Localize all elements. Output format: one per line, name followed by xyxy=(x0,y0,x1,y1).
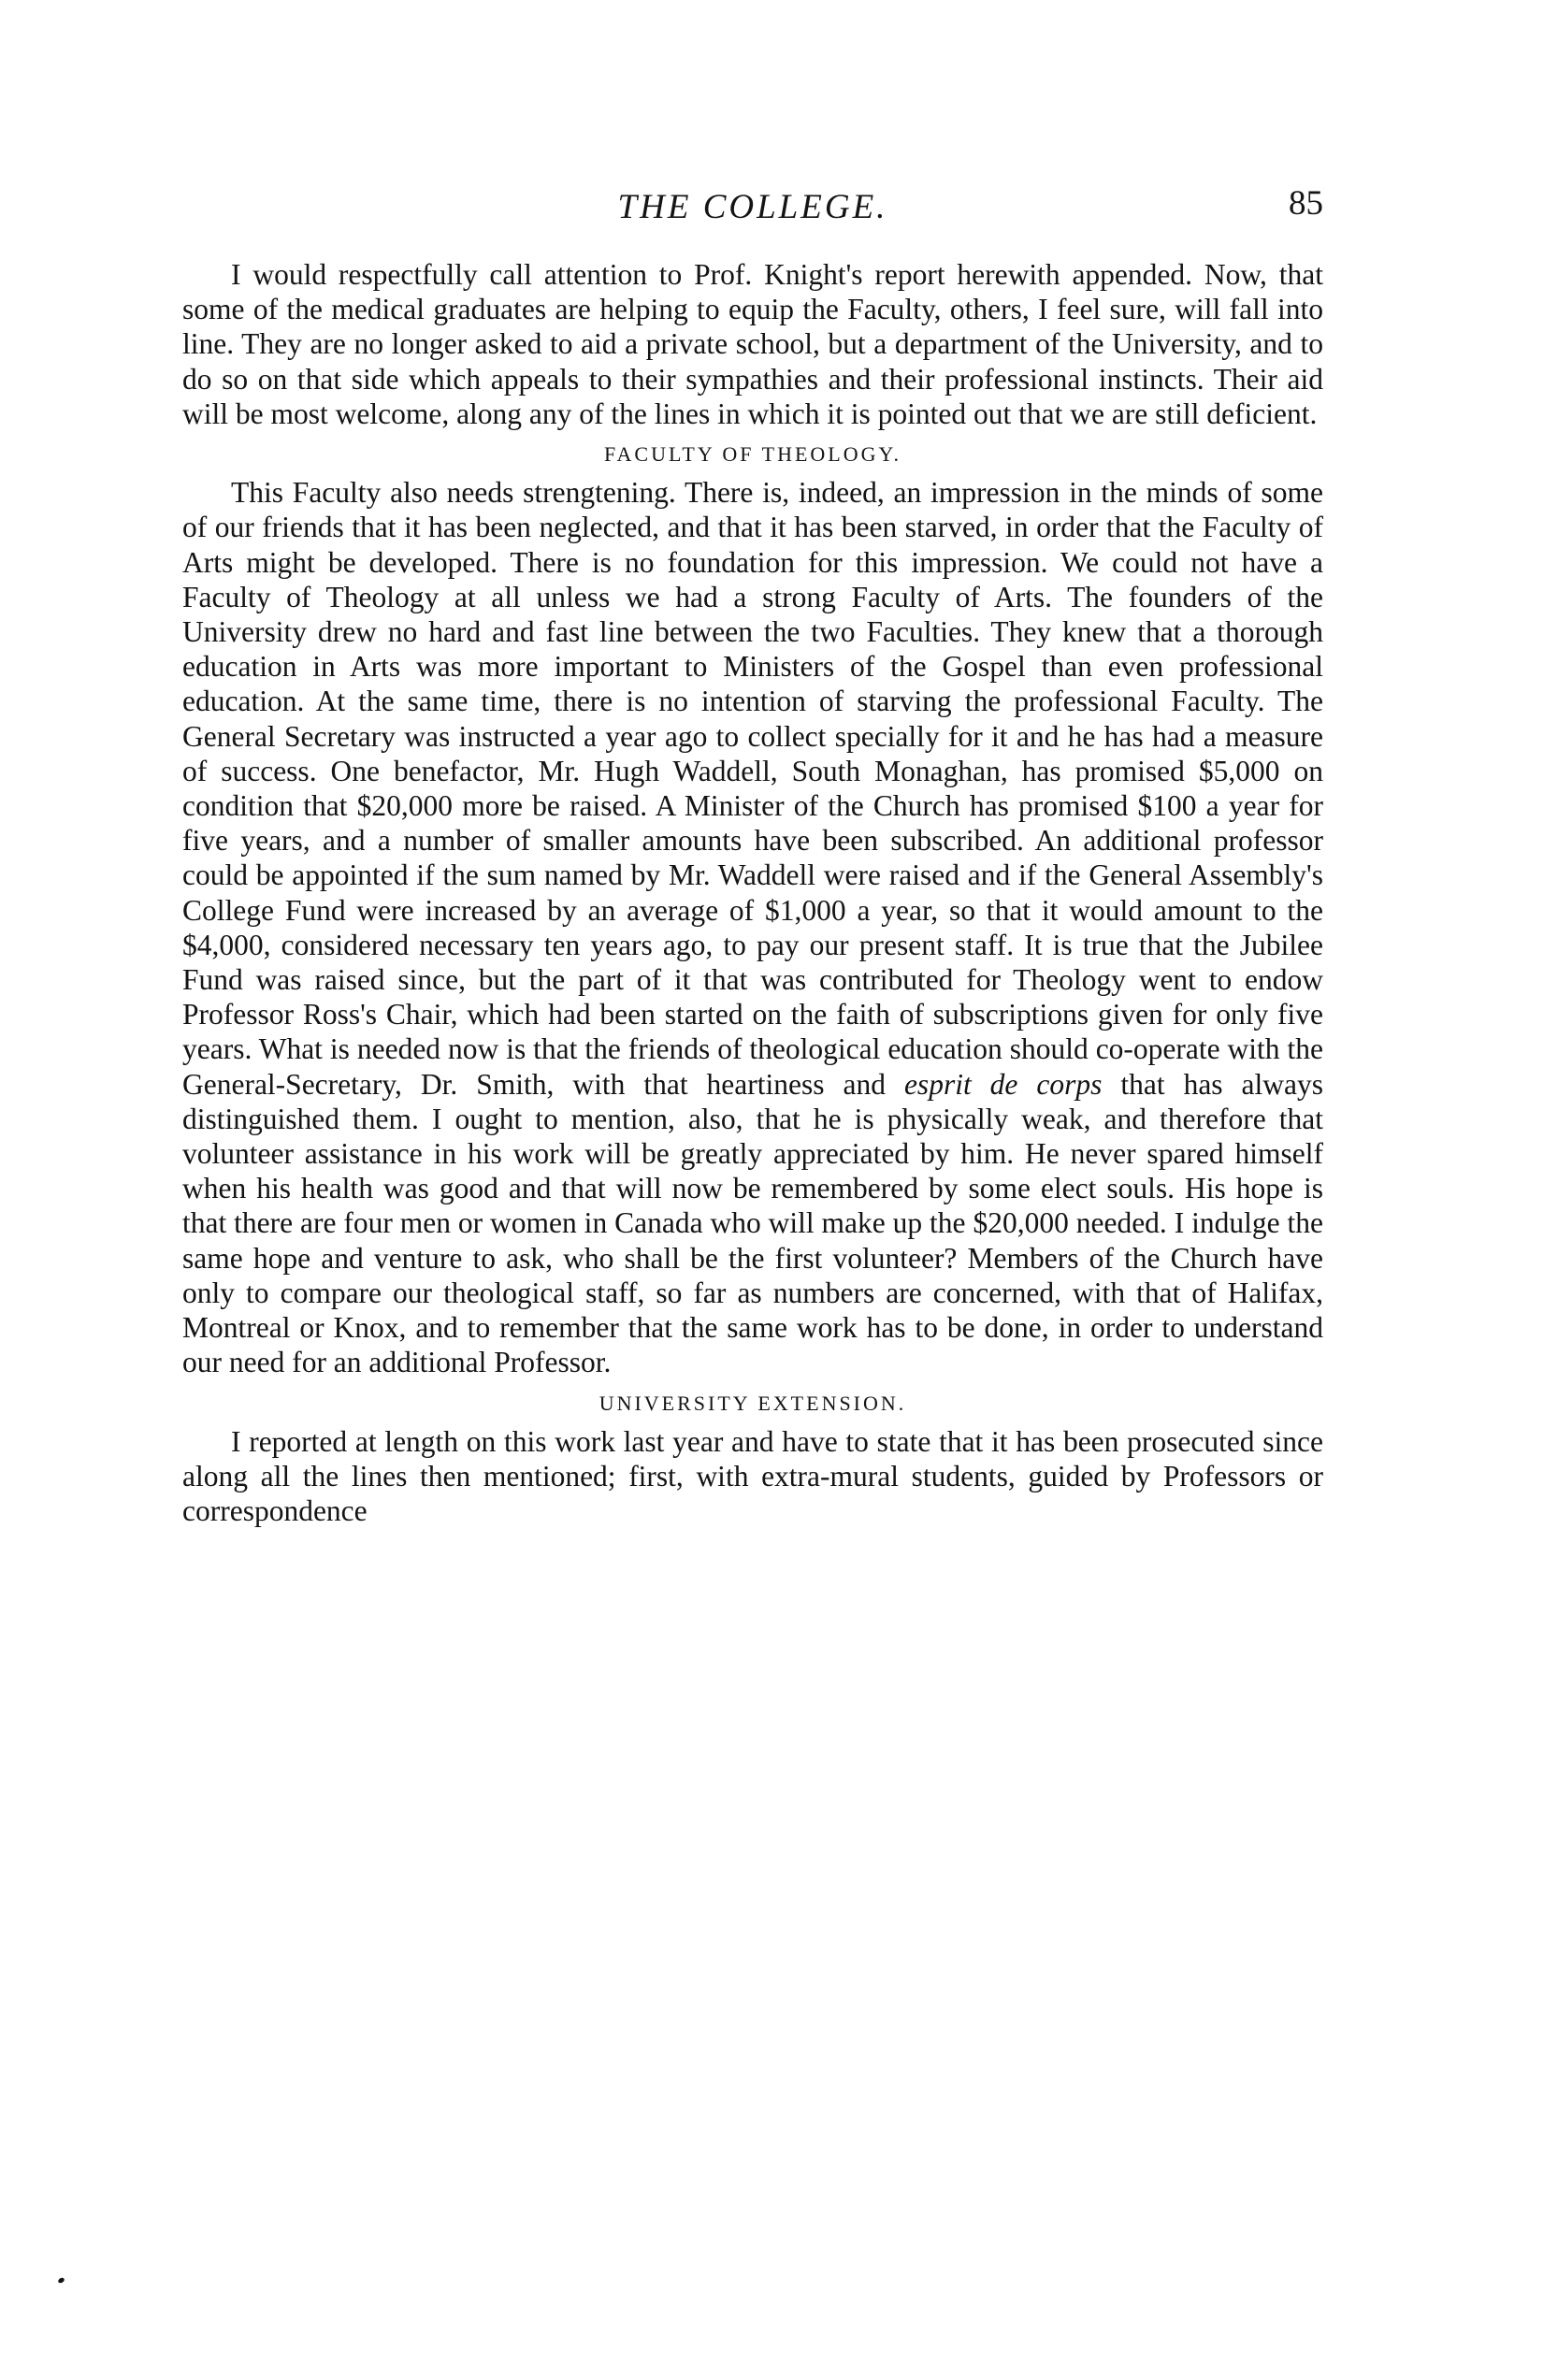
section-heading-university-extension: UNIVERSITY EXTENSION. xyxy=(598,1391,907,1415)
running-title: THE COLLEGE. xyxy=(617,188,888,226)
paragraph-text-part-2: that has always distinguished them. I ought to mention, also, that he is physically weak, and therefore that volunteer assistance in his work will be greatly appreciated by him. He never spared himself when his health was good and that will now be remembered by some elect souls. His hope is that there are four men or women in Canada who will make up the $20,000 needed. I indulge the same hope and venture to ask, who shall be the first volunteer? Members of the Church have only to compare our theological staff, so far as numbers are concerned, with that of Halifax, Montreal or Knox, and to remember that the same work has to be done, in order to understand our need for an additional Professor. xyxy=(182,1067,1324,1379)
paragraph-text-part-1: This Faculty also needs strengtening. There is, indeed, an impression in the minds of some of our friends that it has been neglected, and that it has been starved, in order that the Faculty of Arts might be developed. There is no foundation for this impression. We could not have a Faculty of Theology at all unless we had a strong Faculty of Arts. The founders of the University drew no hard and fast line between the two Faculties. They knew that a thorough education in Arts was more important to Ministers of the Gospel than even professional education. At the same time, there is no intention of starving the professional Faculty. The General Secretary was instructed a year ago to collect specially for it and he has had a measure of success. One benefactor, Mr. Hugh Waddell, South Monaghan, has promised $5,000 on condition that $20,000 more be raised. A Minister of the Church has promised $100 a year for five years, and a number of smaller amounts have been subscribed. An additional professor could be appointed if the sum named by Mr. Waddell were raised and if the General Assembly's College Fund were increased by an average of $1,000 a year, so that it would amount to the $4,000, considered necessary ten years ago, to pay our present staff. It is true that the Jubilee Fund was raised since, but the part of it that was contributed for Theology went to endow Professor Ross's Chair, which had been started on the faith of subscriptions given for only five years. What is needed now is that the friends of theological education should co-operate with the General-Secretary, Dr. Smith, with that heartiness and xyxy=(182,476,1323,1101)
paragraph-faculty-of-theology xyxy=(182,475,1323,1379)
section-heading-faculty-of-theology: FACULTY OF THEOLOGY. xyxy=(603,442,902,467)
page-number: 85 xyxy=(1289,184,1323,223)
paragraph-medical-graduates: I would respectfully call attention to Prof. Knight's report herewith appended. Now, that some of the medical graduates are helping to equip the Faculty, others, I feel sure, will fall into line. They are no longer asked to aid a private school, but a department of the University, and to do so on that side which appeals to their sympathies and their professional instincts. Their aid will be most welcome, along any of the lines in which it is pointed out that we are still deficient. xyxy=(182,258,1323,430)
body-text xyxy=(182,257,1323,1528)
foreign-phrase: esprit de corps xyxy=(903,1067,1103,1101)
paragraph-university-extension: I reported at length on this work last year and have to state that it has been prosecuted since along all the lines then mentioned; first, with extra-mural students, guided by Professors or correspondence xyxy=(182,1424,1323,1528)
ink-speck xyxy=(57,2277,65,2285)
page-header xyxy=(182,184,1323,252)
